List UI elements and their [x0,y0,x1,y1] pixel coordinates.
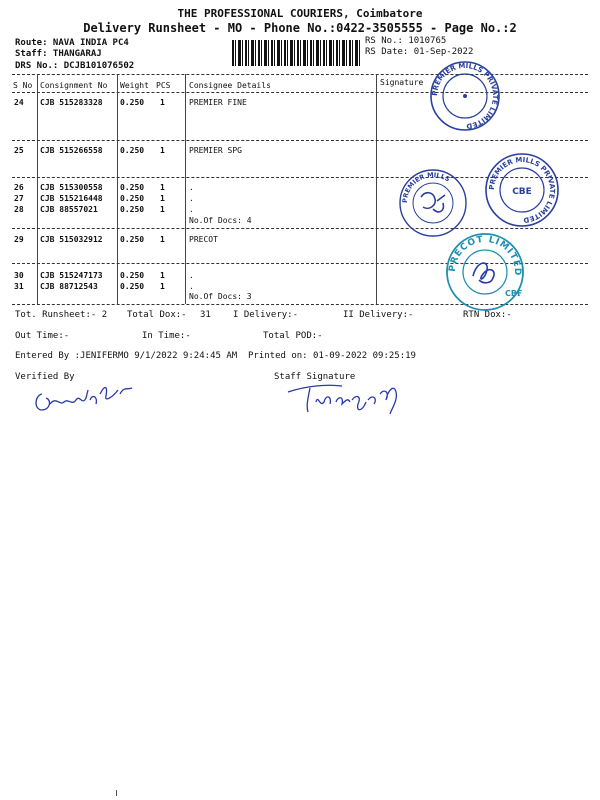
column-divider [376,74,377,304]
staff-signature [286,372,416,418]
svg-text:PREMIER MILLS: PREMIER MILLS [400,170,452,204]
row-pcs: 1 [160,205,165,214]
row-details: . [189,205,194,214]
document-title: THE PROFESSIONAL COURIERS, Coimbatore [177,7,423,20]
col-header-signature: Signature [380,78,424,87]
staff-signature-label: Staff Signature [274,372,356,382]
docs-count: No.Of Docs: 4 [189,216,252,225]
svg-text:CBE: CBE [512,187,532,197]
barcode [232,40,360,66]
svg-text:PREMIER MILLS PRIVATE LIMITED: PREMIER MILLS PRIVATE LIMITED [487,155,557,225]
runsheet-title: Delivery Runsheet - MO - Phone No.:0422-3505555 - Page No.:2 [83,21,517,35]
column-divider [185,74,186,304]
company-stamp-small [393,165,473,241]
total-pod: Total POD:- [263,331,323,341]
row-details: . [189,183,194,192]
row-pcs: 1 [160,235,165,244]
row-pcs: 1 [160,194,165,203]
company-stamp [420,60,510,132]
printed-on: Printed on: 01-09-2022 09:25:19 [248,351,416,361]
row-sno: 24 [14,98,24,107]
row-consignment: CJB 515283328 [40,98,103,107]
row-consignment: CJB 515300558 [40,183,103,192]
in-time: In Time:- [142,331,191,341]
row-details: PREMIER FINE [189,98,247,107]
total-dox-value: 31 [200,310,211,320]
row-sno: 26 [14,183,24,192]
verified-by-label: Verified By [15,372,75,382]
scan-mark [116,790,117,796]
precot-stamp [443,230,527,314]
tot-runsheet: Tot. Runsheet:- 2 [15,310,108,320]
row-sno: 25 [14,146,24,155]
docs-count: No.Of Docs: 3 [189,292,252,301]
row-sno: 27 [14,194,24,203]
row-consignment: CJB 88712543 [40,282,98,291]
row-details: PREMIER SPG [189,146,242,155]
row-weight: 0.250 [120,194,145,203]
entered-by: Entered By :JENIFERMO 9/1/2022 9:24:45 AM [15,351,238,361]
row-consignment: CJB 515216448 [40,194,103,203]
row-sno: 28 [14,205,24,214]
col-header-consignment: Consignment No [40,81,108,90]
row-weight: 0.250 [120,282,145,291]
svg-text:PRECOT LIMITED: PRECOT LIMITED [447,234,523,277]
row-weight: 0.250 [120,205,145,214]
row-details: . [189,282,194,291]
row-pcs: 1 [160,183,165,192]
col-header-sno: S No [13,81,33,90]
col-header-weight: Weight [120,81,149,90]
col-header-consignee: Consignee Details [189,81,271,90]
column-divider [37,74,38,304]
row-weight: 0.250 [120,271,145,280]
staff-label: Staff: THANGARAJ [15,49,102,59]
row-details: PRECOT [189,235,218,244]
out-time: Out Time:- [15,331,70,341]
row-details: . [189,194,194,203]
row-weight: 0.250 [120,235,145,244]
svg-text:CBE: CBE [505,289,523,298]
row-sno: 31 [14,282,24,291]
rs-number: RS No.: 1010765 [365,36,447,46]
row-sno: 30 [14,271,24,280]
route-label: Route: NAVA INDIA PC4 [15,38,129,48]
row-pcs: 1 [160,282,165,291]
company-stamp-cbe [482,150,562,230]
verifier-signature [28,376,138,416]
row-consignment: CJB 88557021 [40,205,98,214]
row-weight: 0.250 [120,183,145,192]
row-weight: 0.250 [120,146,145,155]
total-dox-label: Total Dox:- [127,310,187,320]
row-pcs: 1 [160,271,165,280]
col-header-pcs: PCS [156,81,171,90]
row-details: . [189,271,194,280]
row-sno: 29 [14,235,24,244]
ii-delivery: II Delivery:- [343,310,414,320]
rtn-dox: RTN Dox:- [463,310,512,320]
rs-date: RS Date: 01-Sep-2022 [365,47,474,57]
row-rule [12,228,588,229]
i-delivery: I Delivery:- [233,310,299,320]
row-pcs: 1 [160,98,165,107]
row-consignment: CJB 515032912 [40,235,103,244]
svg-text:PREMIER MILLS PRIVATE LIMITED: PREMIER MILLS PRIVATE LIMITED [430,61,500,131]
row-rule [12,140,588,141]
drs-number: DRS No.: DCJB101076502 [15,61,135,71]
column-divider [117,74,118,304]
row-pcs: 1 [160,146,165,155]
row-weight: 0.250 [120,98,145,107]
row-consignment: CJB 515247173 [40,271,103,280]
row-consignment: CJB 515266558 [40,146,103,155]
